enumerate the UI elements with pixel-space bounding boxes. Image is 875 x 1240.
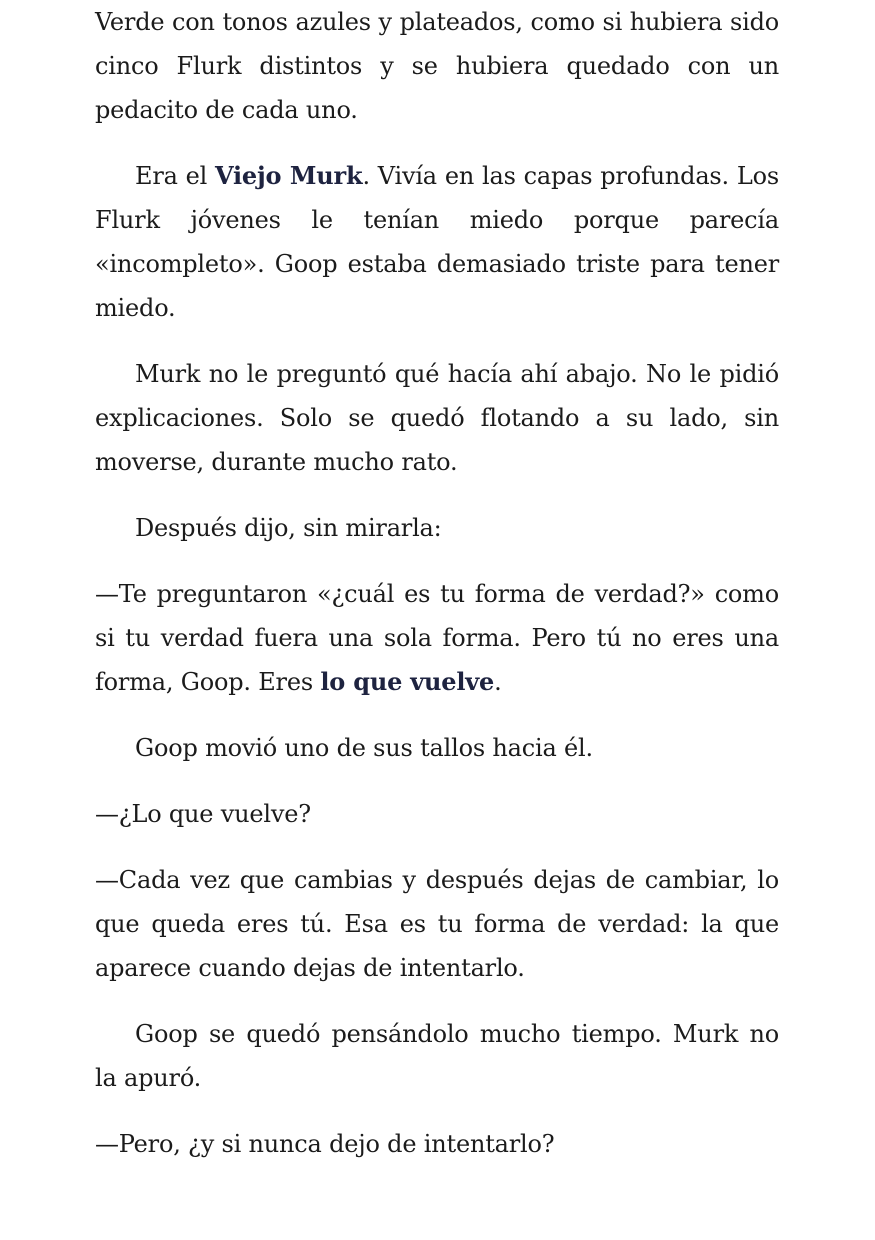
paragraph-text: . Vivía en las capas profundas. Los Flurk jóvenes le tenían miedo porque parecía «incompleto». Goop estaba demasiado triste para tener miedo. xyxy=(95,162,779,322)
paragraph-5 xyxy=(95,572,779,704)
paragraph-9 xyxy=(95,1012,779,1100)
paragraph-8 xyxy=(95,858,779,990)
paragraph-text: Murk no le preguntó qué hacía ahí abajo. No le pidió explicaciones. Solo se quedó flotando a su lado, sin moverse, durante mucho rato. xyxy=(95,360,779,476)
paragraph-text: —Te preguntaron «¿cuál es tu forma de verdad?» como si tu verdad fuera una sola forma. Pero tú no eres una forma, Goop. Eres xyxy=(95,580,779,696)
paragraph-2 xyxy=(95,154,779,330)
paragraph-text: Era el xyxy=(135,162,216,190)
paragraph-text: Después dijo, sin mirarla: xyxy=(135,514,442,542)
paragraph-10 xyxy=(95,1122,779,1166)
paragraph-text: Goop se quedó pensándolo mucho tiempo. Murk no la apuró. xyxy=(95,1020,779,1092)
paragraph-text: Verde con tonos azules y plateados, como si hubiera sido cinco Flurk distintos y se hubiera quedado con un pedacito de cada uno. xyxy=(95,8,779,124)
document-page xyxy=(95,0,779,1188)
paragraph-text: —Cada vez que cambias y después dejas de cambiar, lo que queda eres tú. Esa es tu forma de verdad: la que aparece cuando dejas de intentarlo. xyxy=(95,866,779,982)
bold-name-viejo-murk: Viejo Murk xyxy=(215,161,363,190)
bold-phrase-lo-que-vuelve: lo que vuelve xyxy=(320,667,495,696)
paragraph-7 xyxy=(95,792,779,836)
paragraph-6 xyxy=(95,726,779,770)
paragraph-4 xyxy=(95,506,779,550)
paragraph-text: —Pero, ¿y si nunca dejo de intentarlo? xyxy=(95,1130,555,1158)
paragraph-text: Goop movió uno de sus tallos hacia él. xyxy=(135,734,593,762)
paragraph-text: . xyxy=(494,668,502,696)
paragraph-text: —¿Lo que vuelve? xyxy=(95,800,311,828)
paragraph-1 xyxy=(95,0,779,132)
paragraph-3 xyxy=(95,352,779,484)
